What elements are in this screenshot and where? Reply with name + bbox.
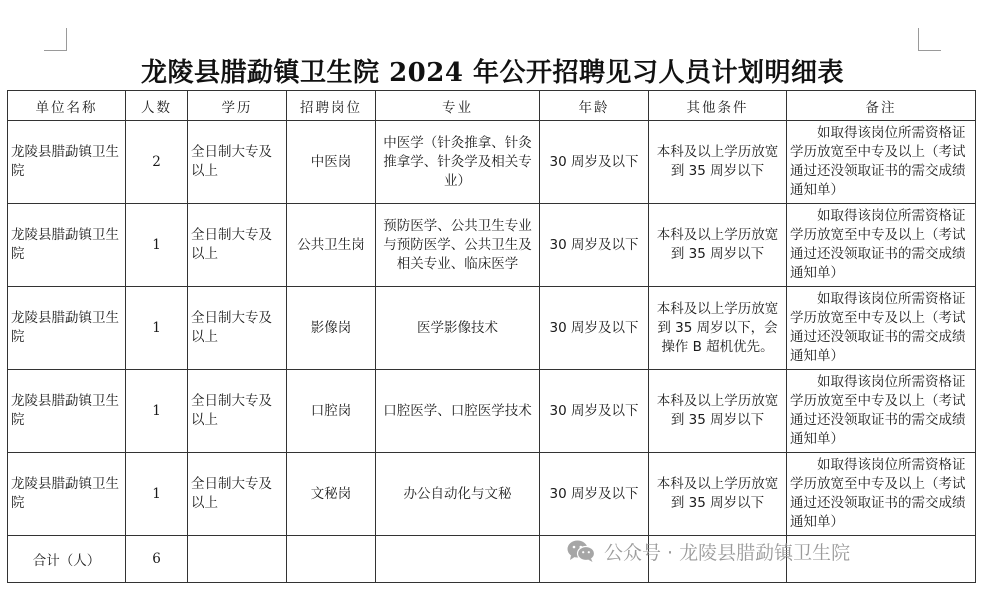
table-row <box>8 453 976 536</box>
watermark <box>566 537 850 565</box>
cell-note: 如取得该岗位所需资格证学历放宽至中专及以上（考试通过还没领取证书的需交成绩通知单） <box>787 204 976 287</box>
cell-count: 2 <box>126 121 188 204</box>
cell-note: 如取得该岗位所需资格证学历放宽至中专及以上（考试通过还没领取证书的需交成绩通知单） <box>787 121 976 204</box>
header-major: 专业 <box>376 91 540 121</box>
total-label: 合计（人） <box>8 536 126 583</box>
crop-mark-top-left <box>44 28 67 51</box>
cell-age: 30 周岁及以下 <box>540 287 649 370</box>
header-unit: 单位名称 <box>8 91 126 121</box>
cell-other: 本科及以上学历放宽到 35 周岁以下 <box>649 453 787 536</box>
header-position: 招聘岗位 <box>287 91 376 121</box>
cell-unit: 龙陵县腊勐镇卫生院 <box>8 453 126 536</box>
table-row <box>8 121 976 204</box>
header-age: 年龄 <box>540 91 649 121</box>
cell-other: 本科及以上学历放宽到 35 周岁以下 <box>649 370 787 453</box>
cell-education: 全日制大专及以上 <box>188 370 287 453</box>
cell-unit: 龙陵县腊勐镇卫生院 <box>8 287 126 370</box>
cell-count: 1 <box>126 370 188 453</box>
cell-unit: 龙陵县腊勐镇卫生院 <box>8 370 126 453</box>
empty-cell <box>188 536 287 583</box>
cell-count: 1 <box>126 287 188 370</box>
cell-major: 医学影像技术 <box>376 287 540 370</box>
table-row <box>8 287 976 370</box>
cell-age: 30 周岁及以下 <box>540 121 649 204</box>
wechat-icon <box>566 539 596 563</box>
cell-count: 1 <box>126 204 188 287</box>
cell-position: 中医岗 <box>287 121 376 204</box>
total-count: 6 <box>126 536 188 583</box>
cell-position: 公共卫生岗 <box>287 204 376 287</box>
cell-education: 全日制大专及以上 <box>188 453 287 536</box>
cell-major: 预防医学、公共卫生专业与预防医学、公共卫生及相关专业、临床医学 <box>376 204 540 287</box>
table-row <box>8 370 976 453</box>
recruitment-plan-table <box>7 90 976 583</box>
table-header-row <box>8 91 976 121</box>
cell-note: 如取得该岗位所需资格证学历放宽至中专及以上（考试通过还没领取证书的需交成绩通知单） <box>787 287 976 370</box>
cell-unit: 龙陵县腊勐镇卫生院 <box>8 204 126 287</box>
cell-major: 口腔医学、口腔医学技术 <box>376 370 540 453</box>
header-other: 其他条件 <box>649 91 787 121</box>
cell-education: 全日制大专及以上 <box>188 287 287 370</box>
cell-other: 本科及以上学历放宽到 35 周岁以下，会操作 B 超机优先。 <box>649 287 787 370</box>
crop-mark-top-right <box>918 28 941 51</box>
cell-position: 口腔岗 <box>287 370 376 453</box>
cell-education: 全日制大专及以上 <box>188 204 287 287</box>
cell-note: 如取得该岗位所需资格证学历放宽至中专及以上（考试通过还没领取证书的需交成绩通知单） <box>787 453 976 536</box>
table-row <box>8 204 976 287</box>
cell-age: 30 周岁及以下 <box>540 370 649 453</box>
cell-position: 文秘岗 <box>287 453 376 536</box>
document-title: 龙陵县腊勐镇卫生院 2024 年公开招聘见习人员计划明细表 <box>141 58 844 88</box>
cell-count: 1 <box>126 453 188 536</box>
cell-major: 中医学（针灸推拿、针灸推拿学、针灸学及相关专业） <box>376 121 540 204</box>
cell-unit: 龙陵县腊勐镇卫生院 <box>8 121 126 204</box>
cell-other: 本科及以上学历放宽到 35 周岁以下 <box>649 204 787 287</box>
cell-position: 影像岗 <box>287 287 376 370</box>
empty-cell <box>376 536 540 583</box>
cell-major: 办公自动化与文秘 <box>376 453 540 536</box>
cell-other: 本科及以上学历放宽到 35 周岁以下 <box>649 121 787 204</box>
watermark-text: 公众号 · 龙陵县腊勐镇卫生院 <box>604 541 851 564</box>
cell-note: 如取得该岗位所需资格证学历放宽至中专及以上（考试通过还没领取证书的需交成绩通知单） <box>787 370 976 453</box>
header-education: 学历 <box>188 91 287 121</box>
cell-age: 30 周岁及以下 <box>540 453 649 536</box>
header-count: 人数 <box>126 91 188 121</box>
header-note: 备注 <box>787 91 976 121</box>
cell-age: 30 周岁及以下 <box>540 204 649 287</box>
empty-cell <box>287 536 376 583</box>
cell-education: 全日制大专及以上 <box>188 121 287 204</box>
